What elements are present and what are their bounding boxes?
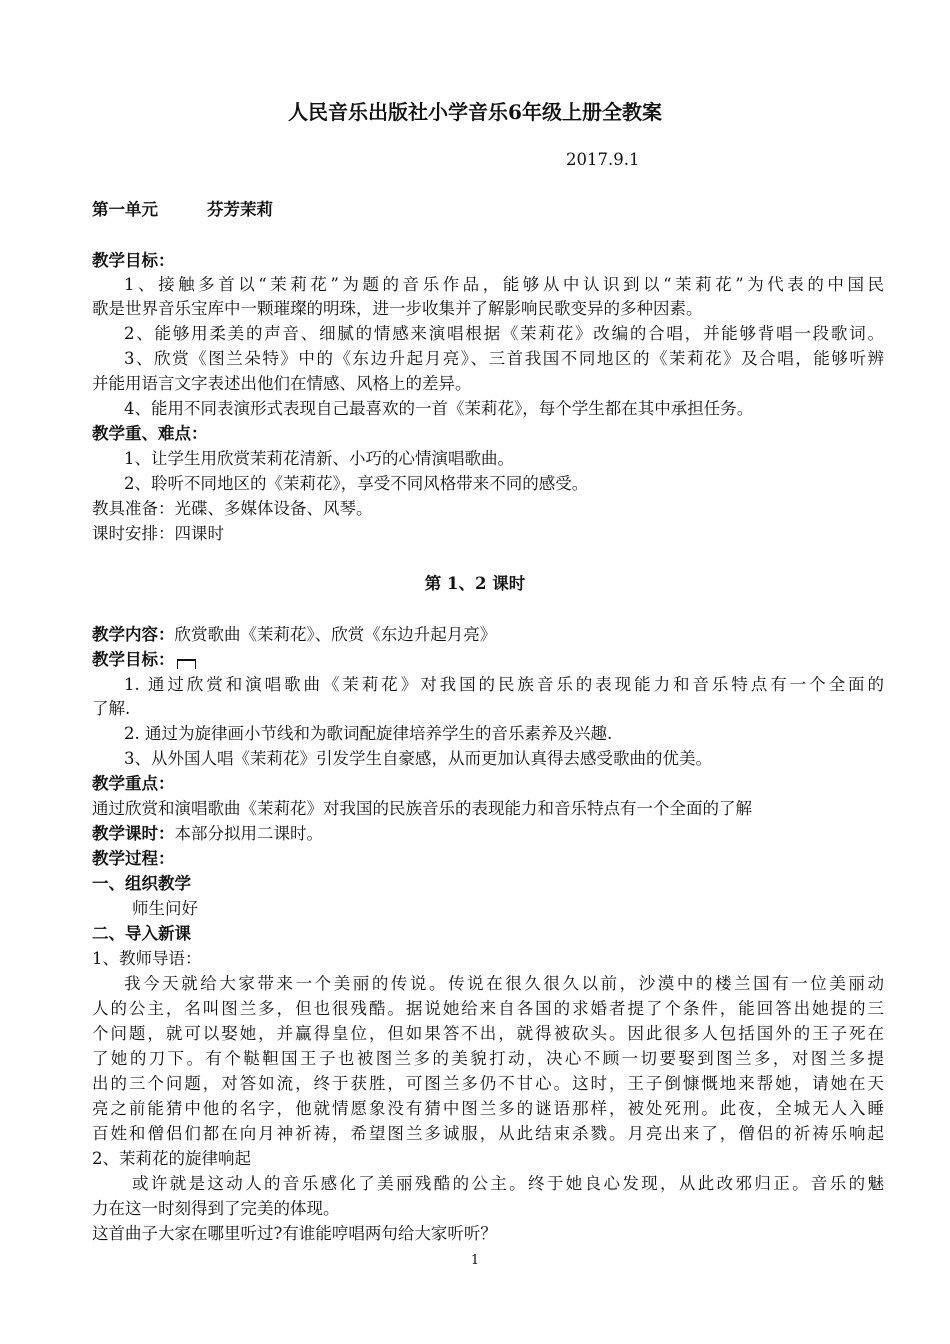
- editor-mark-icon: [177, 659, 196, 669]
- page-number: 1: [470, 1253, 480, 1268]
- story-line-6: 亮之前能猜中他的名字，他就情愿象没有猜中图兰多的谜语那样，被处死刑。此夜，全城无人入睡: [92, 1099, 884, 1118]
- lesson-goal-1-line-2: 了解.: [92, 699, 131, 718]
- lesson-goals-label: 教学目标：: [92, 650, 175, 669]
- lesson-content-label: 教学内容：: [92, 625, 175, 644]
- unit-name: 芬芳茉莉: [207, 200, 273, 219]
- process-heading: 教学过程：: [92, 849, 175, 868]
- goal-3-line-2: 并能用语言文字表述出他们在情感、风格上的差异。: [92, 374, 472, 393]
- story-line-1: 我今天就给大家带来一个美丽的传说。传说在很久很久以前，沙漠中的楼兰国有一位美丽动: [124, 974, 884, 993]
- schedule-line: 课时安排：四课时: [92, 524, 224, 543]
- lesson-goal-2: 2. 通过为旋律画小节线和为歌词配旋律培养学生的音乐素养及兴趣.: [124, 724, 613, 743]
- tools-line: 教具准备：光碟、多媒体设备、风琴。: [92, 499, 373, 518]
- story-line-2: 人的公主，名叫图兰多，但也很残酷。据说她给来自各国的求婚者提了个条件，能回答出她提的三: [92, 999, 884, 1018]
- question-line: 这首曲子大家在哪里听过?有谁能哼唱两句给大家听听？: [92, 1224, 497, 1243]
- goal-1-line-2: 歌是世界音乐宝库中一颗璀璨的明珠，进一步收集并了解影响民歌变异的多种因素。: [92, 299, 703, 318]
- focus-heading: 教学重点：: [92, 774, 175, 793]
- lesson-content-text: 欣赏歌曲《茉莉花》、欣赏《东边升起月亮》: [174, 625, 497, 644]
- key-point-1: 1、让学生用欣赏茉莉花清新、小巧的心情演唱歌曲。: [124, 449, 514, 468]
- goal-4: 4、能用不同表演形式表现自己最喜欢的一首《茉莉花》，每个学生都在其中承担任务。: [124, 399, 754, 418]
- hours-line: [92, 822, 323, 846]
- melody-line: 2、茉莉花的旋律响起: [92, 1149, 251, 1168]
- step-1-text: 师生问好: [132, 899, 198, 918]
- key-point-2: 2、聆听不同地区的《茉莉花》，享受不同风格带来不同的感受。: [124, 474, 589, 493]
- step-1-heading: 一、组织教学: [92, 874, 191, 893]
- unit-label: 第一单元: [92, 200, 158, 219]
- lesson-heading: 第 1、2 课时: [424, 574, 526, 593]
- story-line-4: 了她的刀下。有个鞑靼国王子也被图兰多的美貌打动，决心不顾一切要娶到图兰多，对图兰多提: [92, 1049, 884, 1068]
- lesson-goals-heading: [92, 648, 196, 672]
- key-points-heading: 教学重、难点：: [92, 424, 208, 443]
- focus-text: 通过欣赏和演唱歌曲《茉莉花》对我国的民族音乐的表现能力和音乐特点有一个全面的了解: [92, 799, 752, 818]
- goal-1-line-1: 1、接触多首以“茉莉花”为题的音乐作品，能够从中认识到以“茉莉花”为代表的中国民: [124, 275, 884, 294]
- lesson-goal-1-line-1: 1. 通过欣赏和演唱歌曲《茉莉花》对我国的民族音乐的表现能力和音乐特点有一个全面的: [124, 675, 884, 694]
- lesson-goal-3: 3、从外国人唱《茉莉花》引发学生自豪感，从而更加认真得去感受歌曲的优美。: [124, 749, 712, 768]
- after-line-1: 或许就是这动人的音乐感化了美丽残酷的公主。终于她良心发现，从此改邪归正。音乐的魅: [132, 1174, 884, 1193]
- goal-2: 2、能够用柔美的声音、细腻的情感来演唱根据《茉莉花》改编的合唱，并能够背唱一段歌词。: [124, 324, 884, 343]
- goal-3-line-1: 3、欣赏《图兰朵特》中的《东边升起月亮》、三首我国不同地区的《茉莉花》及合唱，能够听辨: [124, 349, 884, 368]
- story-line-7: 百姓和僧侣们都在向月神祈祷，希望图兰多诚服，从此结束杀戮。月亮出来了，僧侣的祈祷乐响起: [92, 1124, 884, 1143]
- after-line-2: 力在这一时刻得到了完美的体现。: [92, 1199, 340, 1218]
- document-date: 2017.9.1: [566, 150, 640, 169]
- intro-label: 1、教师导语：: [92, 949, 202, 968]
- lesson-content-line: [92, 623, 496, 647]
- document-title: 人民音乐出版社小学音乐6年级上册全教案: [288, 100, 662, 124]
- goals-heading: 教学目标：: [92, 251, 175, 270]
- story-line-5: 出的三个问题，对答如流，终于获胜，可图兰多仍不甘心。这时，王子倒慷慨地来帮她，请她在天: [92, 1074, 884, 1093]
- story-line-3: 个问题，就可以娶她，并赢得皇位，但如果答不出，就得被砍头。因此很多人包括国外的王子死在: [92, 1024, 884, 1043]
- hours-label: 教学课时：: [92, 824, 175, 843]
- hours-text: 本部分拟用二课时。: [174, 824, 323, 843]
- step-2-heading: 二、导入新课: [92, 924, 191, 943]
